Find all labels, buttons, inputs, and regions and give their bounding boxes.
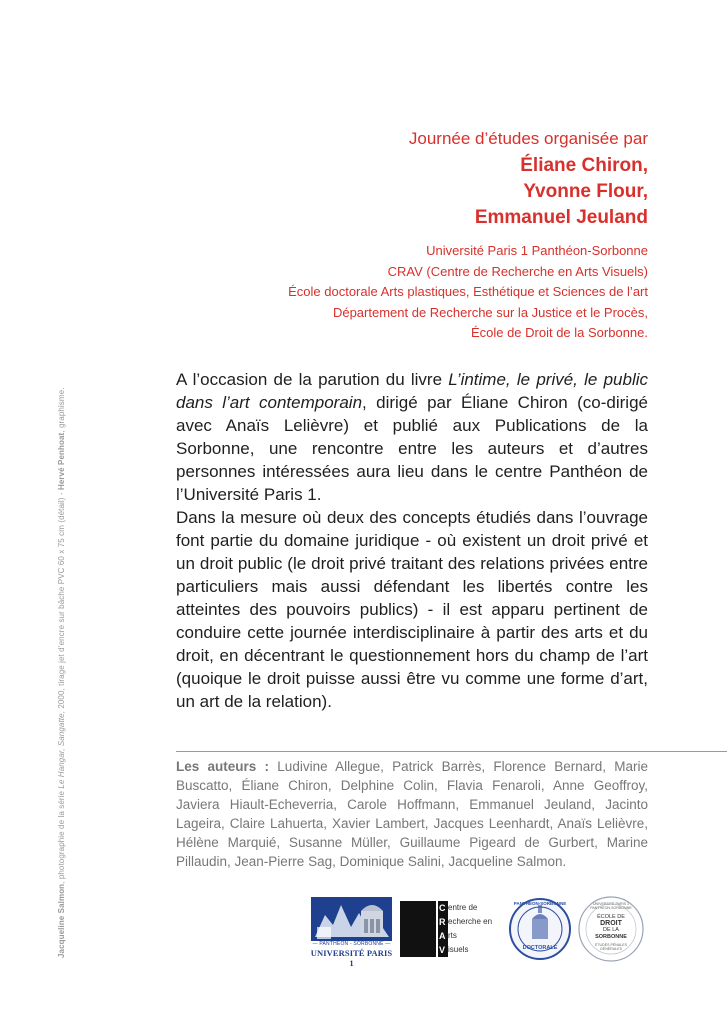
- affiliation-line: Université Paris 1 Panthéon-Sorbonne: [426, 243, 648, 258]
- crav-letter: A: [439, 931, 446, 941]
- crav-letters: [439, 901, 446, 957]
- law-school-seal: [577, 895, 645, 963]
- crav-word: rts: [448, 931, 457, 940]
- main-text: [176, 368, 648, 713]
- crav-black-block: [400, 901, 436, 957]
- credit-text: , 2000, tirage jet d’encre sur bâche PVC 60 x 75 cm (détail) -: [57, 490, 66, 714]
- crav-letter: V: [439, 945, 446, 955]
- crav-words: [448, 901, 492, 957]
- logos-row: [0, 895, 727, 968]
- organized-by-line: Journée d’études organisée par: [408, 129, 648, 148]
- paris1-name: UNIVERSITÉ PARIS 1: [310, 948, 393, 968]
- affiliation-line: CRAV (Centre de Recherche en Arts Visuels): [387, 263, 648, 279]
- seal-ring-text: PANTHÉON-SORBONNE: [513, 901, 567, 906]
- seal-line: DE LA: [603, 927, 619, 933]
- paragraph: [176, 368, 648, 506]
- affiliation-line: École de Droit de la Sorbonne.: [470, 325, 648, 340]
- editor-name: Éliane Chiron,: [520, 155, 648, 176]
- paris1-subtitle: — PANTHÉON - SORBONNE —: [312, 941, 391, 947]
- photographer-name: Jacqueline Salmon: [57, 883, 66, 958]
- editors-list: [128, 153, 648, 231]
- editor-name: Emmanuel Jeuland: [474, 207, 648, 228]
- seal-line: DROIT: [600, 919, 622, 927]
- credit-text: , graphisme.: [57, 387, 66, 433]
- seal-center-text: [577, 914, 645, 940]
- seal-ring-text: UNIVERSITÉ PARIS 1 PANTHÉON-SORBONNE: [590, 902, 632, 910]
- crav-word: isuels: [448, 945, 469, 954]
- credit-text: , photographie de la série: [57, 788, 66, 884]
- crav-word: echerche en: [448, 917, 493, 926]
- series-title: Le Hangar, Sangatte: [57, 713, 66, 789]
- seal-bottom-text: ÉTUDES PÉNALES GÉNÉRALES: [594, 943, 628, 952]
- crav-letter: R: [439, 917, 446, 927]
- designer-name: Hervé Penhoat: [57, 432, 66, 491]
- paris1-logo: [310, 897, 393, 968]
- crav-letter: C: [439, 903, 446, 913]
- book-title: L’intime, le privé, le public dans l’art contemporain: [176, 370, 648, 412]
- divider: [176, 751, 727, 752]
- seal-sub-text: DOCTORALE: [522, 945, 558, 951]
- authors-list: Ludivine Allegue, Patrick Barrès, Florence Bernard, Marie Buscatto, Éliane Chiron, Delphine Colin, Flavia Fenaroli, Anne Geoffroy, Javiera Hiault-Echeverria, Carole Hoffmann, Emmanuel Jeuland, Jacinto Lageira, Claire Lahuerta, Xavier Lambert, Jacques Leenhardt, Anaïs Lelièvre, Hélène Marquié, Susanne Müller, Guillaume Pigeard de Gurbert, Marine Pillaudin, Jean-Pierre Sag, Dominique Salini, Jacqueline Salmon.: [176, 759, 648, 869]
- affiliation-line: Département de Recherche sur la Justice et le Procès,: [332, 304, 648, 320]
- doctoral-school-seal: [508, 897, 572, 961]
- affiliation-line: École doctorale Arts plastiques, Esthétique et Sciences de l’art: [288, 284, 648, 299]
- photo-credit-vertical: [57, 338, 66, 958]
- seal-line: SORBONNE: [595, 933, 627, 940]
- editor-name: Yvonne Flour,: [523, 181, 648, 202]
- paragraph-text: , dirigé par Éliane Chiron (co-dirigé avec Anaïs Lelièvre) et publié aux Publications de la Sorbonne, une rencontre entre les auteurs et d’autres personnes intéressées aura lieu dans le centre Panthéon de l’Université Paris 1.: [176, 393, 648, 504]
- event-header: [128, 128, 648, 344]
- paragraph-text: A l’occasion de la parution du livre: [176, 370, 449, 389]
- crav-word: entre de: [448, 903, 478, 912]
- authors-label: Les auteurs :: [176, 759, 270, 774]
- paragraph: Dans la mesure où deux des concepts étudiés dans l’ouvrage font partie du domaine juridique - où existent un droit privé et un droit public (le droit privé traitant des relations privées entre particuliers mais aussi défendant les libertés contre les atteintes des pouvoirs publics) - il est apparu pertinent de conduire cette journée interdisciplinaire à partir des arts et du droit, en décentrant le questionnement hors du champ de l’art (quoique le droit puisse aussi être vu comme une forme d’art, un art de la relation).: [176, 508, 648, 711]
- affiliations-list: [128, 241, 648, 344]
- crav-logo: [400, 901, 510, 957]
- seal-icon: [508, 897, 572, 961]
- seal-line: ÉCOLE DE: [597, 914, 625, 920]
- authors-block: [176, 757, 648, 871]
